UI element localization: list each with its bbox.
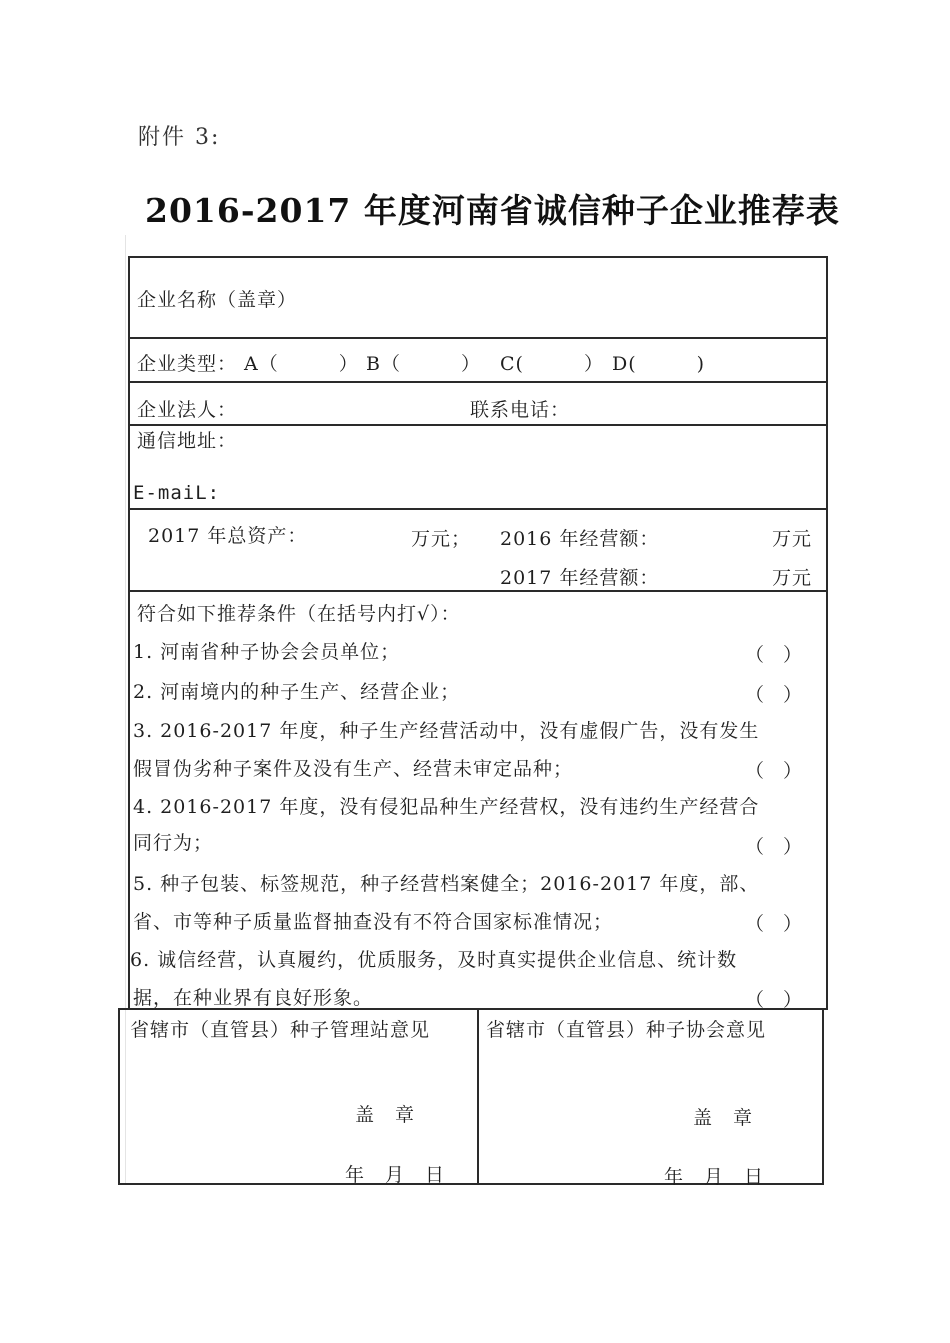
row-divider: [128, 381, 828, 383]
opinion-divider: [477, 1008, 479, 1185]
condition-6-line-2: 据，在种业界有良好形象。: [133, 987, 374, 1009]
revenue-2016-label: 2016 年经营额：: [500, 528, 660, 550]
email-label: E-maiL:: [133, 482, 221, 504]
condition-5-line-1: 5. 种子包装、标签规范，种子经营档案健全；2016-2017 年度，部、: [133, 873, 760, 895]
revenue-2017-label: 2017 年经营额：: [500, 567, 660, 589]
opinion-right-seal: 盖 章: [693, 1107, 754, 1129]
opinion-left-label: 省辖市（直管县）种子管理站意见: [130, 1019, 431, 1041]
condition-3-checkbox[interactable]: （ ）: [745, 760, 803, 782]
condition-1-checkbox[interactable]: （ ）: [745, 644, 803, 666]
revenue-2016-unit: 万元: [772, 528, 813, 550]
border-right: [826, 256, 828, 1010]
total-assets-label: 2017 年总资产：: [148, 525, 308, 547]
address-label: 通信地址：: [137, 430, 238, 452]
condition-3-line-1: 3. 2016-2017 年度，种子生产经营活动中，没有虚假广告，没有发生: [133, 720, 760, 742]
opinion-right-date: 年 月 日: [664, 1166, 765, 1188]
condition-5-checkbox[interactable]: （ ）: [745, 913, 803, 935]
conditions-header: 符合如下推荐条件（在括号内打√）：: [137, 603, 461, 625]
condition-5-line-2: 省、市等种子质量监督抽查没有不符合国家标准情况；: [133, 911, 614, 933]
page-margin-line: [125, 235, 126, 1185]
border-left: [128, 256, 130, 1010]
company-type-d: D( ): [612, 353, 706, 375]
company-type-c: C( ）: [500, 353, 604, 375]
condition-4-line-1: 4. 2016-2017 年度，没有侵犯品种生产经营权，没有违约生产经营合: [133, 796, 760, 818]
row-divider: [128, 590, 828, 592]
revenue-2017-unit: 万元: [772, 567, 813, 589]
border-top: [128, 256, 828, 258]
opinion-left-seal: 盖 章: [355, 1104, 416, 1126]
row-divider: [128, 337, 828, 339]
company-name-label: 企业名称（盖章）: [137, 289, 298, 311]
condition-2-line-1: 2. 河南境内的种子生产、经营企业；: [133, 681, 461, 703]
condition-1-line-1: 1. 河南省种子协会会员单位；: [133, 641, 401, 663]
company-type-b: B（ ）: [366, 353, 481, 375]
page-title: 2016-2017 年度河南省诚信种子企业推荐表: [145, 191, 840, 230]
border-left-bottom: [118, 1008, 120, 1185]
phone-label: 联系电话：: [470, 399, 571, 421]
condition-2-checkbox[interactable]: （ ）: [745, 684, 803, 706]
company-type-a: A（ ）: [244, 353, 359, 375]
condition-3-line-2: 假冒伪劣种子案件及没有生产、经营未审定品种；: [133, 758, 574, 780]
condition-6-checkbox[interactable]: （ ）: [745, 989, 803, 1011]
condition-4-line-2: 同行为；: [133, 832, 214, 854]
company-type-label: 企业类型：: [137, 353, 238, 375]
legal-person-label: 企业法人：: [137, 399, 238, 421]
condition-6-line-1: 6. 诚信经营，认真履约，优质服务，及时真实提供企业信息、统计数: [130, 949, 738, 971]
attachment-label: 附件 3:: [138, 125, 221, 150]
opinion-right-label: 省辖市（直管县）种子协会意见: [486, 1019, 767, 1041]
row-divider: [128, 508, 828, 510]
condition-4-checkbox[interactable]: （ ）: [745, 836, 803, 858]
total-assets-unit: 万元；: [411, 528, 472, 550]
opinion-left-date: 年 月 日: [345, 1164, 446, 1186]
border-right-bottom: [822, 1008, 824, 1185]
